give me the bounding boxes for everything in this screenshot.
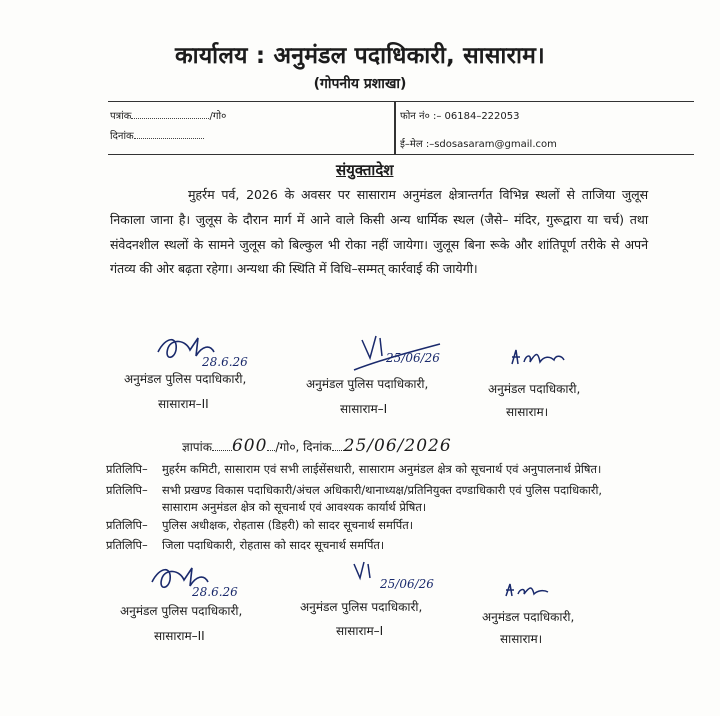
signature-sdpo-2-bottom [146,560,256,604]
copy-1: प्रतिलिपि– मुहर्रम कमिटी, सासाराम एवं सभी लाईसेंसधारी, सासाराम अनुमंडल क्षेत्र को सूचनार्थ एवं अनुपालनार्थ प्रेषित। [106,462,602,476]
signature-sdpo-1-top [340,330,470,378]
signatory-title-sdpo-2-top: अनुमंडल पुलिस पदाधिकारी, [124,372,247,386]
letter-number: पत्रांक /गो० [110,111,227,122]
signature-date-sdpo-2-bottom: 28.6.26 [192,585,238,599]
branch-name: (गोपनीय प्रशाखा) [313,76,407,92]
signatory-title-sdpo-1-top: अनुमंडल पुलिस पदाधिकारी, [306,377,429,391]
signature-date-sdpo-1-top: 25/06/26 [386,351,440,365]
copy-4: प्रतिलिपि– जिला पदाधिकारी, रोहतास को सादर सूचनार्थ समर्पित। [106,538,385,552]
signatory-place-sdpo-2-bottom: सासाराम–II [154,629,205,643]
signatory-title-sdpo-1-bottom: अनुमंडल पुलिस पदाधिकारी, [300,600,423,614]
memo-date: 25/06/2026 [343,436,452,456]
signatory-place-sdo-top: सासाराम। [506,405,549,419]
order-body: मुहर्रम पर्व, 2026 के अवसर पर सासाराम अनुमंडल क्षेत्रान्तर्गत विभिन्न स्थलों से ताजिया जुलूस निकाला जाना है। जुलूस के दौरान मार्ग में आने वाले किसी अन्य धार्मिक स्थल (जैसे– मंदिर, गुरूद्वारा या चर्च) तथा संवेदनशील स्थलों के सामने जुलूस को बिल्कुल भी रोका नहीं जायेगा। जुलूस बिना रूके और शांतिपूर्ण तरीके से अपने गंतव्य की ओर बढ़ता रहेगा। अन्यथा की स्थिति में विधि–सम्मत् कार्रवाई की जायेगी। [110,187,648,277]
memo-number: 600 [231,436,268,456]
copy-2: प्रतिलिपि– सभी प्रखण्ड विकास पदाधिकारी/अंचल अधिकारी/थानाध्यक्ष/प्रतिनियुक्त दण्डाधिकारी एवं पुलिस पदाधिकारी, [106,483,603,497]
memo-label: ज्ञापांक [182,440,212,454]
signatory-title-sdo-top: अनुमंडल पदाधिकारी, [488,382,581,396]
memo-mid: /गो०, दिनांक [275,440,332,454]
memo-line [182,436,452,456]
order-heading: संयुक्तादेश [336,161,394,179]
signature-date-sdpo-1-bottom: 25/06/26 [380,577,434,591]
reference-divider [394,102,396,154]
copy-3: प्रतिलिपि– पुलिस अधीक्षक, रोहतास (डिहरी) को सादर सूचनार्थ समर्पित। [106,518,414,532]
signature-sdo-bottom [502,580,562,604]
signature-date-sdpo-2-top: 28.6.26 [202,355,248,369]
signatory-title-sdpo-2-bottom: अनुमंडल पुलिस पदाधिकारी, [120,604,243,618]
signature-sdo-top [508,346,568,372]
copy-2-continued: सासाराम अनुमंडल क्षेत्र को सूचनार्थ एवं आवश्यक कार्यार्थ प्रेषित। [162,500,427,514]
signature-sdpo-2-top [152,330,262,374]
signatory-place-sdpo-1-top: सासाराम–I [340,402,388,416]
signature-sdpo-1-bottom [340,556,460,600]
signatory-place-sdo-bottom: सासाराम। [500,632,543,646]
signatory-place-sdpo-2-top: सासाराम–II [158,397,209,411]
signatory-title-sdo-bottom: अनुमंडल पदाधिकारी, [482,610,575,624]
email-address: ई–मेल :–sdosasaram@gmail.com [400,139,557,150]
phone-number: फोन नं० :– 06184–222053 [400,111,520,122]
signatory-place-sdpo-1-bottom: सासाराम–I [336,624,384,638]
reference-box [108,101,694,155]
office-title: कार्यालय : अनुमंडल पदाधिकारी, सासाराम। [175,43,545,69]
letter-date: दिनांक [110,128,204,142]
